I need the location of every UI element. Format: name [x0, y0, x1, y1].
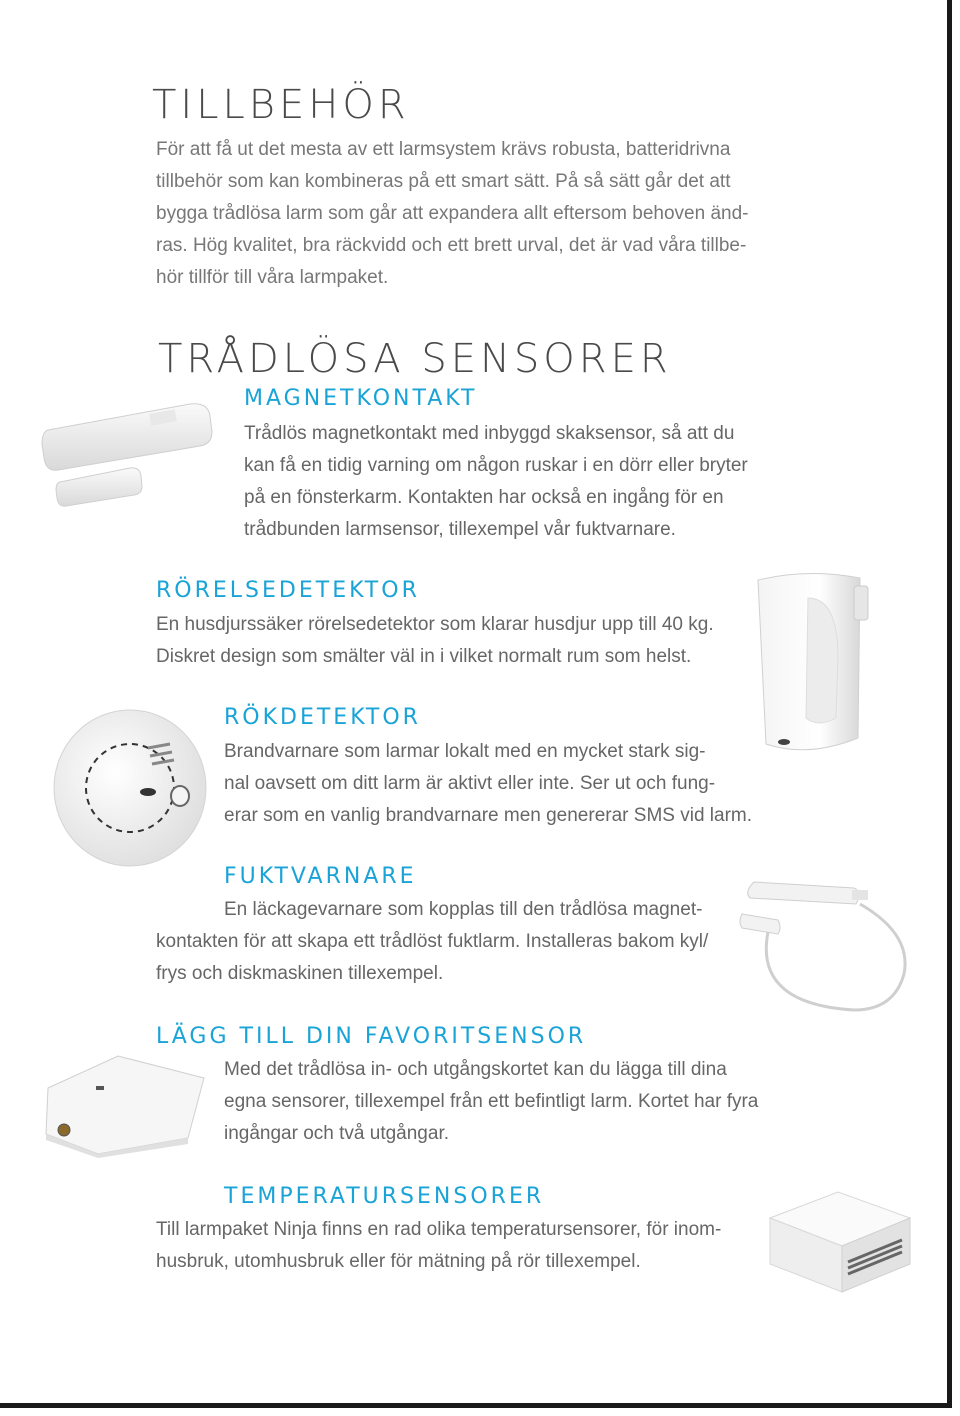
rokdetektor-text: Brandvarnare som larmar lokalt med en mycket stark sig- nal oavsett om ditt larm är aktivt eller inte. Ser ut och fung- erar som en vanlig brandvarnare men genererar SMS vid larm. — [224, 741, 753, 826]
rokdetektor-image — [48, 700, 208, 870]
fuktvarnare-text: kontakten för att skapa ett trådlöst fuktlarm. Installeras bakom kyl/ frys och diskmaskinen tillexempel. — [156, 931, 709, 984]
intro-paragraph: För att få ut det mesta av ett larmsystem krävs robusta, batteridrivna tillbehör som kan kombineras på ett smart sätt. På så sätt går det att bygga trådlösa larm som går att expandera allt eftersom behoven änd- ras. Hög kvalitet, bra räckvidd och ett brett urval, det är vad våra tillbe- hör tillför till våra larmpaket. — [156, 139, 749, 288]
fuktvarnare-text-line1: En läckagevarnare som kopplas till den trådlösa magnet- — [224, 899, 703, 920]
magnetkontakt-text: Trådlös magnetkontakt med inbyggd skaksensor, så att du kan få en tidig varning om någon ruskar i en dörr eller bryter på en fönsterkarm. Kontakten har också en ingång för en trådbunden larmsensor, tillexempel vår fuktvarnare. — [244, 423, 748, 540]
section-title: TRÅDLÖSA SENSORER — [158, 336, 672, 382]
favoritsensor-text: Med det trådlösa in- och utgångskortet kan du lägga till dina egna sensorer, tillexempel från ett befintligt larm. Kortet har fyra ingångar och två utgångar. — [224, 1059, 759, 1144]
rokdetektor-title: RÖKDETEKTOR — [224, 705, 421, 730]
temperatursensor-image — [764, 1188, 914, 1298]
fuktvarnare-image — [734, 864, 934, 1024]
temperatursensorer-title: TEMPERATURSENSORER — [224, 1184, 545, 1209]
magnetkontakt-title: MAGNETKONTAKT — [244, 386, 478, 411]
page-title: TILLBEHÖR — [152, 82, 410, 128]
temperatursensorer-text: Till larmpaket Ninja finns en rad olika temperatursensorer, för inom- husbruk, utomhusbruk eller för mätning på rör tillexempel. — [156, 1219, 722, 1272]
rorelsedetektor-title: RÖRELSEDETEKTOR — [156, 578, 420, 603]
magnetkontakt-image — [40, 392, 230, 512]
io-kort-image — [38, 1048, 208, 1158]
fuktvarnare-title: FUKTVARNARE — [224, 864, 417, 889]
rorelsedetektor-text: En husdjurssäker rörelsedetektor som klarar husdjur upp till 40 kg. Diskret design som smälter väl in i vilket normalt rum som helst. — [156, 614, 714, 667]
favoritsensor-title: LÄGG TILL DIN FAVORITSENSOR — [156, 1024, 587, 1049]
